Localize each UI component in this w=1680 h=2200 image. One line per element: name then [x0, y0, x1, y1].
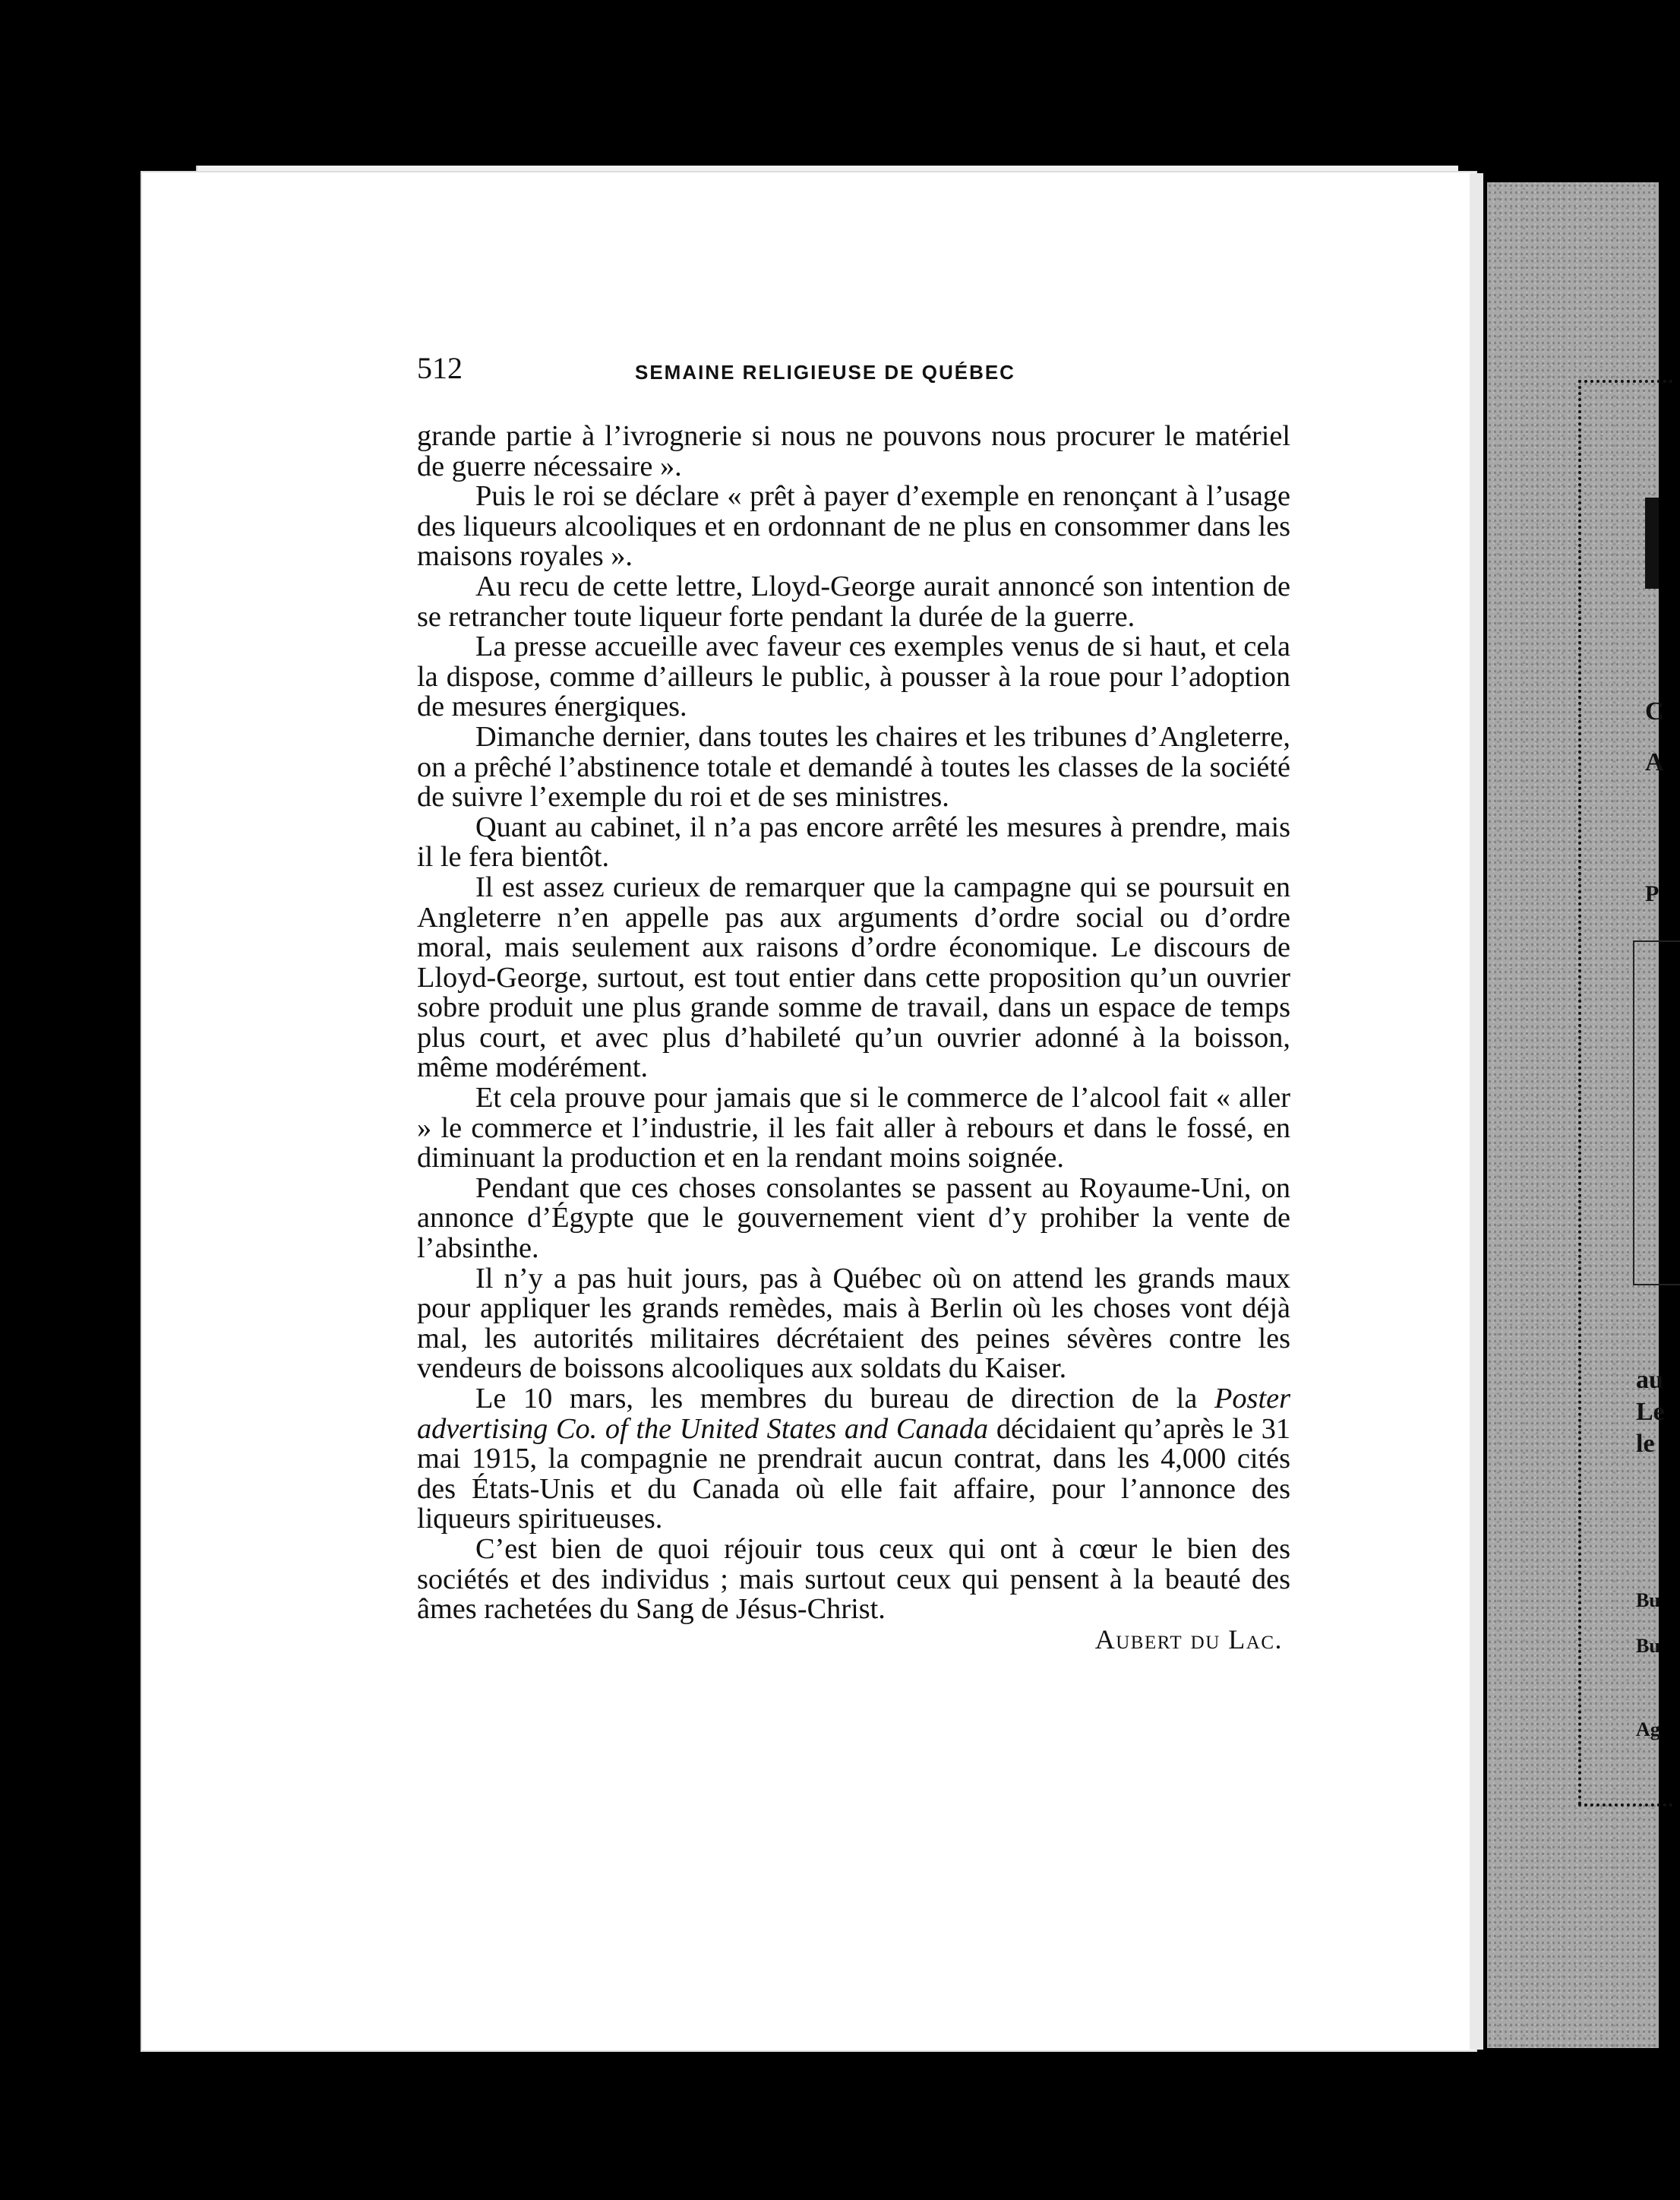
article-body	[417, 422, 1290, 1655]
cover-text-fragment: A	[1645, 748, 1664, 776]
running-title: SEMAINE RELIGIEUSE DE QUÉBEC	[635, 361, 1015, 384]
cover-text-fragment: Ag	[1636, 1718, 1660, 1740]
cover-text-fragment: Bu	[1636, 1589, 1660, 1611]
paragraph: Et cela prouve pour jamais que si le commerce de l’alcool fait « aller » le commerce et l’industrie, il les fait aller à rebours et dans le fossé, en diminuant la production et en la rendant moins soignée.	[417, 1082, 1290, 1174]
cover-letter-fragment	[1645, 498, 1659, 589]
author-signature: Aubert du Lac.	[1094, 1623, 1283, 1655]
cover-text-fragment: P	[1645, 881, 1659, 906]
paragraph: Quant au cabinet, il n’a pas encore arrêté les mesures à prendre, mais il le fera bientôt.	[417, 811, 1290, 874]
cover-text-fragment: C	[1645, 697, 1664, 725]
paragraph-text: Le 10 mars, les membres du bureau de direction de la	[475, 1383, 1214, 1415]
paragraph: C’est bien de quoi réjouir tous ceux qui ont à cœur le bien des sociétés et des individus ; mais surtout ceux qui pensent à la beauté des âmes rachetées du Sang de Jésus-Christ.	[417, 1532, 1290, 1626]
cover-box	[1633, 940, 1680, 1285]
paragraph	[417, 1384, 1290, 1535]
page-number: 512	[417, 351, 463, 385]
paragraph-text: décidaient qu’après le 31 mai 1915, la compagnie ne prendrait aucun contrat, dans les 4,000 cités des États-Unis et du Canada où elle fait affaire, pour l’annonce des liqueurs spiritueuses.	[417, 1412, 1290, 1535]
cover-text-fragment: Bu	[1636, 1635, 1660, 1657]
cover-text-fragment: Le	[1636, 1398, 1665, 1426]
cover-text-fragment: le	[1636, 1430, 1655, 1458]
paragraph: grande partie à l’ivrognerie si nous ne pouvons nous procurer le matériel de guerre nécessaire ».	[417, 420, 1290, 482]
paragraph: Pendant que ces choses consolantes se passent au Royaume-Uni, on annonce d’Égypte que le gouvernement vient d’y prohiber la vente de l’absinthe.	[417, 1171, 1290, 1265]
paragraph: Au recu de cette lettre, Lloyd-George aurait annoncé son intention de se retrancher toute liqueur forte pendant la durée de la guerre.	[417, 570, 1290, 633]
page-edge	[1470, 173, 1483, 2050]
paragraph: La presse accueille avec faveur ces exemples venus de si haut, et cela la dispose, comme d’ailleurs le public, à pousser à la roue pour l’adoption de mesures énergiques.	[417, 631, 1290, 723]
paragraph: Il n’y a pas huit jours, pas à Québec où on attend les grands maux pour appliquer les grands remèdes, mais à Berlin où les choses vont déjà mal, les autorités militaires décrétaient des peines sévères contre les vendeurs de boissons alcooliques aux soldats du Kaiser.	[417, 1262, 1290, 1385]
company-name: Poster advertising Co. of the United States and Canada	[417, 1383, 1290, 1445]
paragraph: Dimanche dernier, dans toutes les chaires et les tribunes d’Angleterre, on a prêché l’abstinence totale et demandé à toutes les classes de la société de suivre l’exemple du roi et de ses ministres.	[417, 720, 1290, 814]
paragraph: Puis le roi se déclare « prêt à payer d’exemple en renonçant à l’usage des liqueurs alcooliques et en ordonnant de ne plus en consommer dans les maisons royales ».	[417, 480, 1290, 573]
paragraph: Il est assez curieux de remarquer que la campagne qui se poursuit en Angleterre n’en appelle pas aux arguments d’ordre social ou d’ordre moral, mais seulement aux raisons d’ordre économique. Le discours de Lloyd-George, surtout, est tout entier dans cette proposition qu’un ouvrier sobre produit une plus grande somme de travail, dans un espace de temps plus court, et avec plus d’habileté qu’un ouvrier adonné à la boisson, même modérément.	[417, 871, 1290, 1084]
cover-text-fragment: au	[1636, 1366, 1663, 1394]
